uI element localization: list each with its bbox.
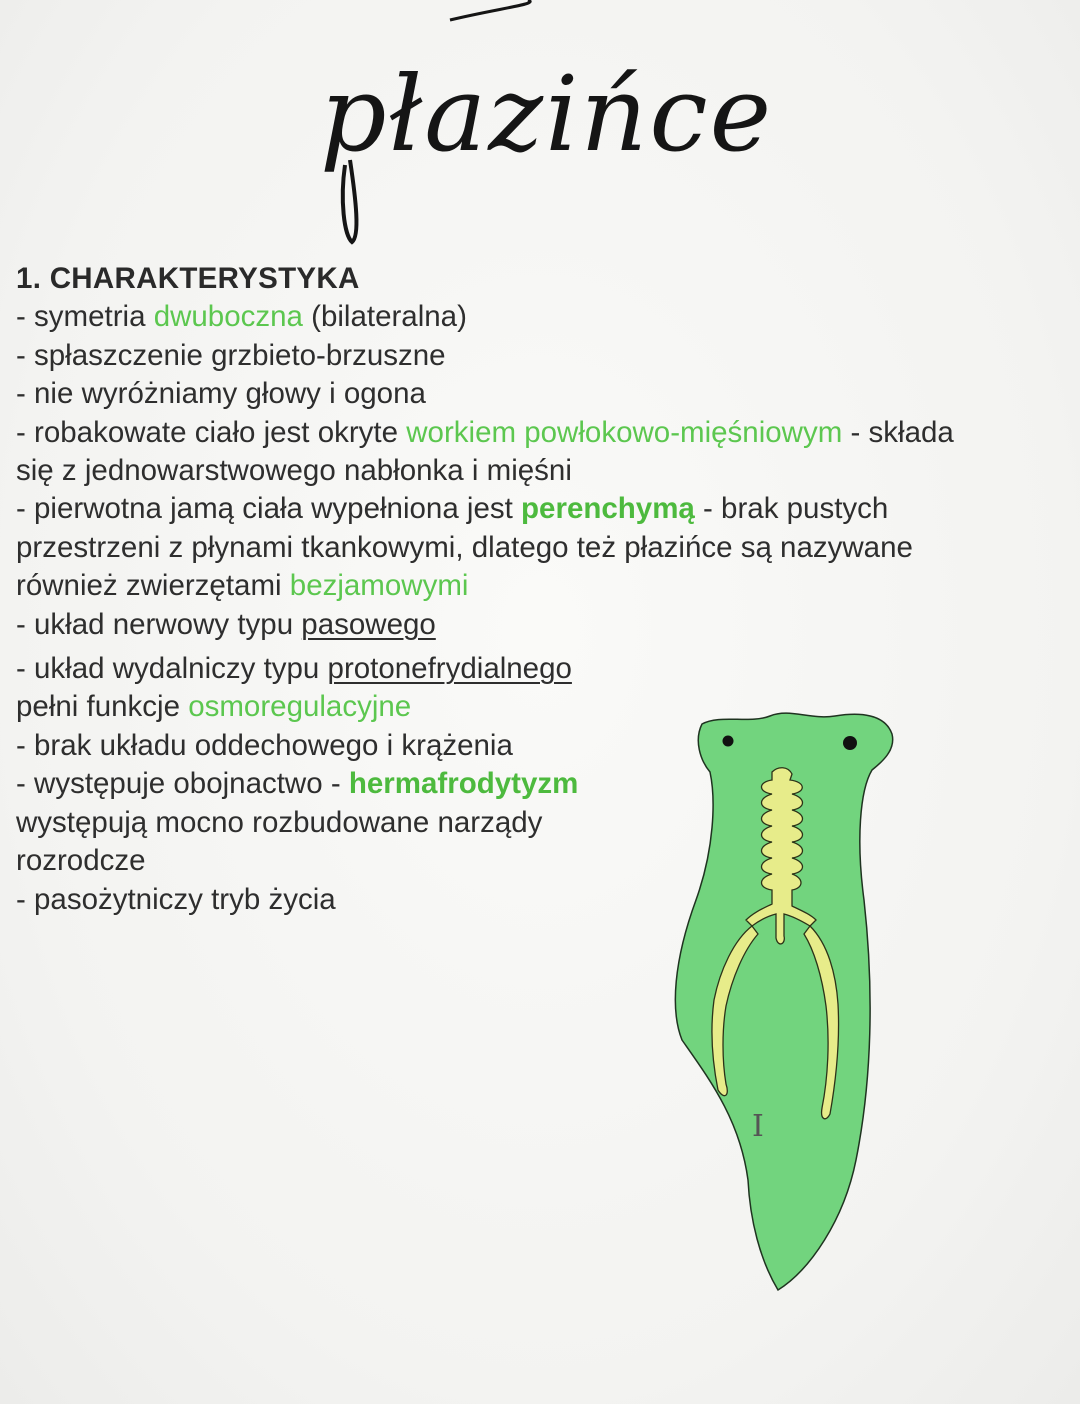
list-item <box>16 490 1066 528</box>
list-item <box>16 606 1066 644</box>
section-heading <box>16 260 1066 298</box>
highlight-term-bold: perenchymą <box>521 492 695 526</box>
title-text: płazińce <box>320 53 774 175</box>
text-segment: - robakowate ciało jest okryte <box>16 415 407 449</box>
text-segment: - składa <box>842 415 954 449</box>
underlined-term: pasowego <box>301 607 436 641</box>
text-segment: - symetria <box>16 300 154 334</box>
list-item <box>16 375 1066 413</box>
eye-left <box>723 736 734 747</box>
text-segment: się z jednowarstwowego nabłonka i mięśni <box>16 454 572 488</box>
list-item <box>16 337 1066 375</box>
text-segment: - występuje obojnactwo - <box>16 767 349 801</box>
highlight-term-bold: hermafrodytyzm <box>348 767 579 801</box>
text-segment: występują mocno rozbudowane narządy <box>16 805 543 839</box>
text-segment: również zwierzętami <box>16 569 290 603</box>
text-segment: - układ wydalniczy typu <box>16 652 328 686</box>
text-segment: (bilateralna) <box>302 300 467 334</box>
text-segment: - układ nerwowy typu <box>16 607 302 641</box>
eye-right <box>843 736 857 750</box>
highlight-term: dwuboczna <box>153 300 303 334</box>
text-segment: pełni funkcje <box>16 690 189 724</box>
list-item-continuation <box>16 452 1066 490</box>
text-segment: - pasożytniczy tryb życia <box>16 882 336 916</box>
list-item-continuation <box>16 567 1066 605</box>
highlight-term: workiem powłokowo-mięśniowym <box>406 415 843 449</box>
underlined-term: protonefrydialnego <box>327 652 572 686</box>
text-segment: - pierwotna jamą ciała wypełniona jest <box>16 492 522 526</box>
flatworm-illustration <box>660 700 910 1300</box>
handwritten-title <box>300 0 780 250</box>
section-heading-text: CHARAKTERYSTYKA <box>49 262 360 295</box>
text-segment: rozrodcze <box>16 844 146 878</box>
highlight-term: bezjamowymi <box>289 569 469 603</box>
title-flourish <box>450 0 530 20</box>
text-segment: - nie wyróżniamy głowy i ogona <box>16 377 426 411</box>
list-item <box>16 298 1066 336</box>
text-segment: - spłaszczenie grzbieto-brzuszne <box>16 338 446 372</box>
text-segment: - brak pustych <box>694 492 889 526</box>
section-number: 1. <box>16 262 42 295</box>
list-item <box>16 414 1066 452</box>
text-segment: przestrzeni z płynami tkankowymi, dlatego też płazińce są nazywane <box>16 530 913 564</box>
text-cursor-icon: I <box>752 1109 764 1144</box>
text-segment: - brak układu oddechowego i krążenia <box>16 728 513 762</box>
list-item <box>16 650 1066 688</box>
list-item-continuation <box>16 529 1066 567</box>
highlight-term: osmoregulacyjne <box>188 690 412 724</box>
